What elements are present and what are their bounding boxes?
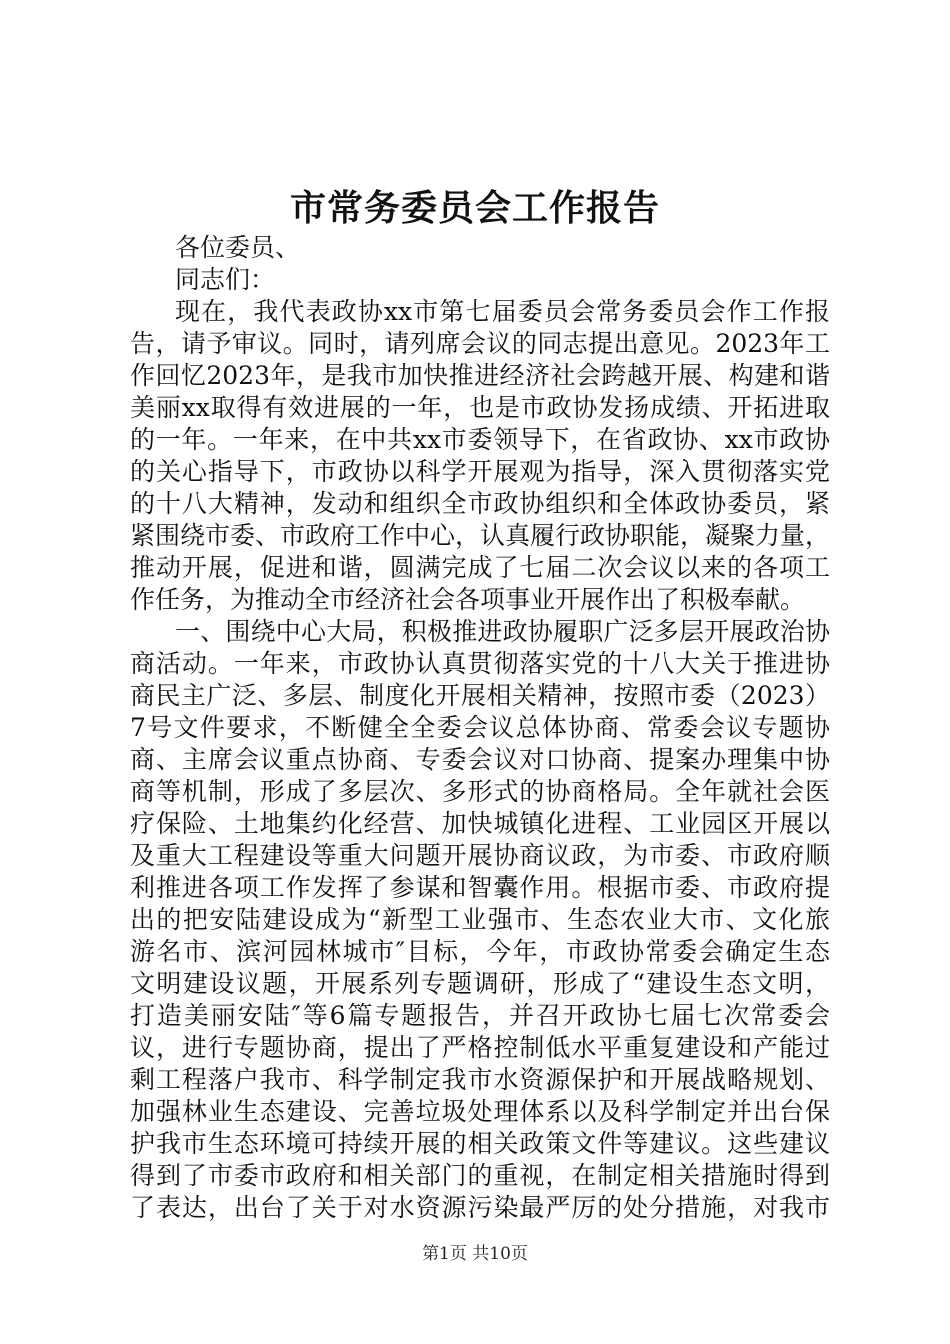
paragraph-line: 剩工程落户我市、科学制定我市水资源保护和开展战略规划、 — [130, 1065, 830, 1094]
paragraph-line: 7号文件要求，不断健全全委会议总体协商、常委会议专题协 — [130, 713, 830, 742]
paragraph-line: 商民主广泛、多层、制度化开展相关精神，按照市委（2023） — [130, 681, 830, 710]
paragraph-line: 了表达，出台了关于对水资源污染最严厉的处分措施，对我市 — [130, 1193, 830, 1222]
paragraph-line: 游名市、滨河园林城市″目标，今年，市政协常委会确定生态 — [130, 937, 830, 966]
salutation-line: 各位委员、 — [175, 233, 301, 262]
paragraph-line: 的关心指导下，市政协以科学开展观为指导，深入贯彻落实党 — [130, 457, 830, 486]
paragraph-line: 美丽xx取得有效进展的一年，也是市政协发扬成绩、开拓进取 — [130, 393, 830, 422]
paragraph-line: 文明建设议题，开展系列专题调研，形成了“建设生态文明， — [130, 969, 830, 998]
paragraph-line: 作回忆2023年，是我市加快推进经济社会跨越开展、构建和谐 — [130, 361, 830, 390]
document-body — [130, 232, 830, 1224]
paragraph-line: 议，进行专题协商，提出了严格控制低水平重复建设和产能过 — [130, 1033, 830, 1062]
paragraph-line: 出的把安陆建设成为“新型工业强市、生态农业大市、文化旅 — [130, 905, 830, 934]
paragraph-line: 的一年。一年来，在中共xx市委领导下，在省政协、xx市政协 — [130, 425, 830, 454]
paragraph-line: 紧围绕市委、市政府工作中心，认真履行政协职能，凝聚力量， — [130, 521, 830, 550]
paragraph-line: 商活动。一年来，市政协认真贯彻落实党的十八大关于推进协 — [130, 649, 830, 678]
paragraph-line: 得到了市委市政府和相关部门的重视，在制定相关措施时得到 — [130, 1161, 830, 1190]
paragraph-line: 一、围绕中心大局，积极推进政协履职广泛多层开展政治协 — [175, 617, 830, 646]
paragraph-line: 商等机制，形成了多层次、多形式的协商格局。全年就社会医 — [130, 777, 830, 806]
paragraph-line: 打造美丽安陆″等6篇专题报告，并召开政协七届七次常委会 — [130, 1001, 830, 1030]
paragraph-line: 告，请予审议。同时，请列席会议的同志提出意见。2023年工 — [130, 329, 830, 358]
paragraph-line: 推动开展，促进和谐，圆满完成了七届二次会议以来的各项工 — [130, 553, 830, 582]
paragraph-line: 利推进各项工作发挥了参谋和智囊作用。根据市委、市政府提 — [130, 873, 830, 902]
salutation-line: 同志们： — [175, 265, 276, 294]
page-number: 第1页 共10页 — [422, 1244, 528, 1264]
paragraph-line: 加强林业生态建设、完善垃圾处理体系以及科学制定并出台保 — [130, 1097, 830, 1126]
document-title: 市常务委员会工作报告 — [289, 187, 660, 229]
paragraph-line: 疗保险、土地集约化经营、加快城镇化进程、工业园区开展以 — [130, 809, 830, 838]
paragraph-line: 及重大工程建设等重大问题开展协商议政，为市委、市政府顺 — [130, 841, 830, 870]
paragraph-line: 商、主席会议重点协商、专委会议对口协商、提案办理集中协 — [130, 745, 830, 774]
paragraph-line: 的十八大精神，发动和组织全市政协组织和全体政协委员，紧 — [130, 489, 830, 518]
paragraph-line: 护我市生态环境可持续开展的相关政策文件等建议。这些建议 — [130, 1129, 830, 1158]
paragraph-line: 现在，我代表政协xx市第七届委员会常务委员会作工作报 — [175, 297, 830, 326]
paragraph-line: 作任务，为推动全市经济社会各项事业开展作出了积极奉献。 — [130, 585, 806, 614]
